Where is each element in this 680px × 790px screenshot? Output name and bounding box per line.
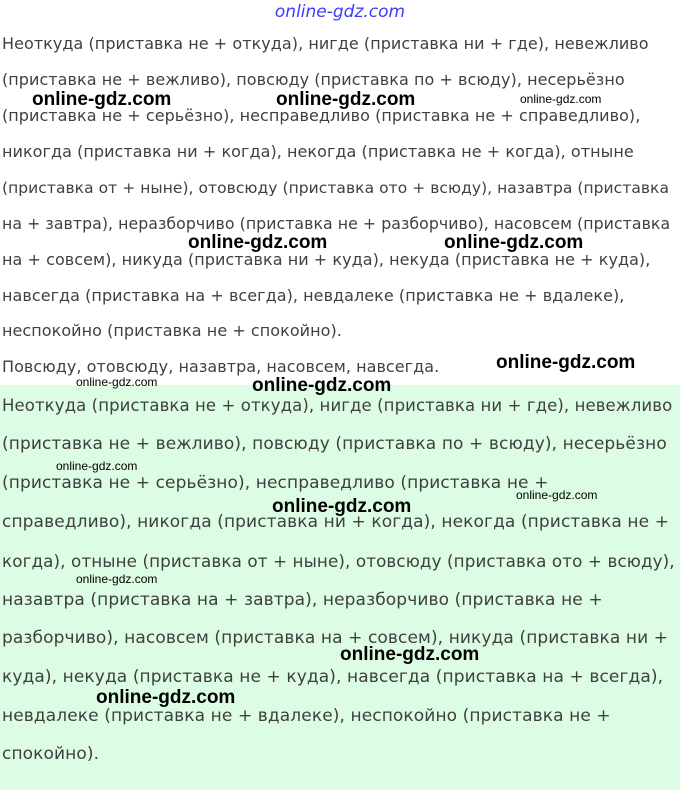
answer-line: когда), отныне (приставка от + ныне), отовсюду (приставка ото + всюду), (2, 551, 675, 571)
text-line: (приставка от + ныне), отовсюду (приставка ото + всюду), назавтра (приставка (2, 179, 670, 197)
text-line: неспокойно (приставка не + спокойно). (2, 321, 342, 340)
watermark: online-gdz.com (496, 352, 636, 373)
answer-line: справедливо), никогда (приставка ни + когда), некогда (приставка не + (2, 512, 670, 532)
watermark: online-gdz.com (32, 89, 172, 110)
watermark: online-gdz.com (252, 375, 392, 396)
text-line: никогда (приставка ни + когда), некогда (приставка не + когда), отныне (2, 142, 634, 161)
watermark: online-gdz.com (96, 687, 236, 708)
paragraph-2: Повсюду, отовсюду, назавтра, насовсем, навсегда. (2, 357, 440, 376)
text-line: (приставка не + серьёзно), несправедливо (приставка не + справедливо), (2, 106, 641, 125)
answer-line: (приставка не + вежливо), повсюду (приставка по + всюду), несерьёзно (2, 434, 667, 454)
text-line: (приставка не + вежливо), повсюду (приставка по + всюду), несерьёзно (2, 70, 625, 89)
text-line: Неоткуда (приставка не + откуда), нигде (приставка ни + где), невежливо (2, 34, 649, 53)
text-line: навсегда (приставка на + всегда), невдалеке (приставка не + вдалеке), (2, 286, 625, 305)
answer-line: разборчиво), насовсем (приставка на + совсем), никуда (приставка ни + (2, 628, 669, 648)
watermark: online-gdz.com (56, 459, 138, 473)
watermark: online-gdz.com (340, 644, 480, 665)
answer-line: куда), некуда (приставка не + куда), навсегда (приставка на + всегда), (2, 667, 664, 687)
watermark: online-gdz.com (520, 92, 602, 106)
answer-line: спокойно). (2, 744, 100, 764)
watermark: online-gdz.com (76, 572, 158, 586)
watermark: online-gdz.com (276, 89, 416, 110)
text-line: на + совсем), никуда (приставка ни + куда), некуда (приставка не + куда), (2, 250, 651, 269)
watermark: online-gdz.com (516, 488, 598, 502)
header-watermark: online-gdz.com (274, 2, 406, 22)
watermark: online-gdz.com (76, 375, 158, 389)
answer-line: (приставка не + серьёзно), несправедливо (приставка не + (2, 473, 549, 493)
watermark: online-gdz.com (188, 232, 328, 253)
text-line: на + завтра), неразборчиво (приставка не + разборчиво), насовсем (приставка (2, 214, 671, 233)
answer-line: Неоткуда (приставка не + откуда), нигде (приставка ни + где), невежливо (2, 396, 673, 415)
watermark: online-gdz.com (272, 496, 412, 517)
answer-line: назавтра (приставка на + завтра), неразборчиво (приставка не + (2, 590, 603, 610)
watermark: online-gdz.com (444, 232, 584, 253)
answer-line: невдалеке (приставка не + вдалеке), неспокойно (приставка не + (2, 706, 611, 726)
